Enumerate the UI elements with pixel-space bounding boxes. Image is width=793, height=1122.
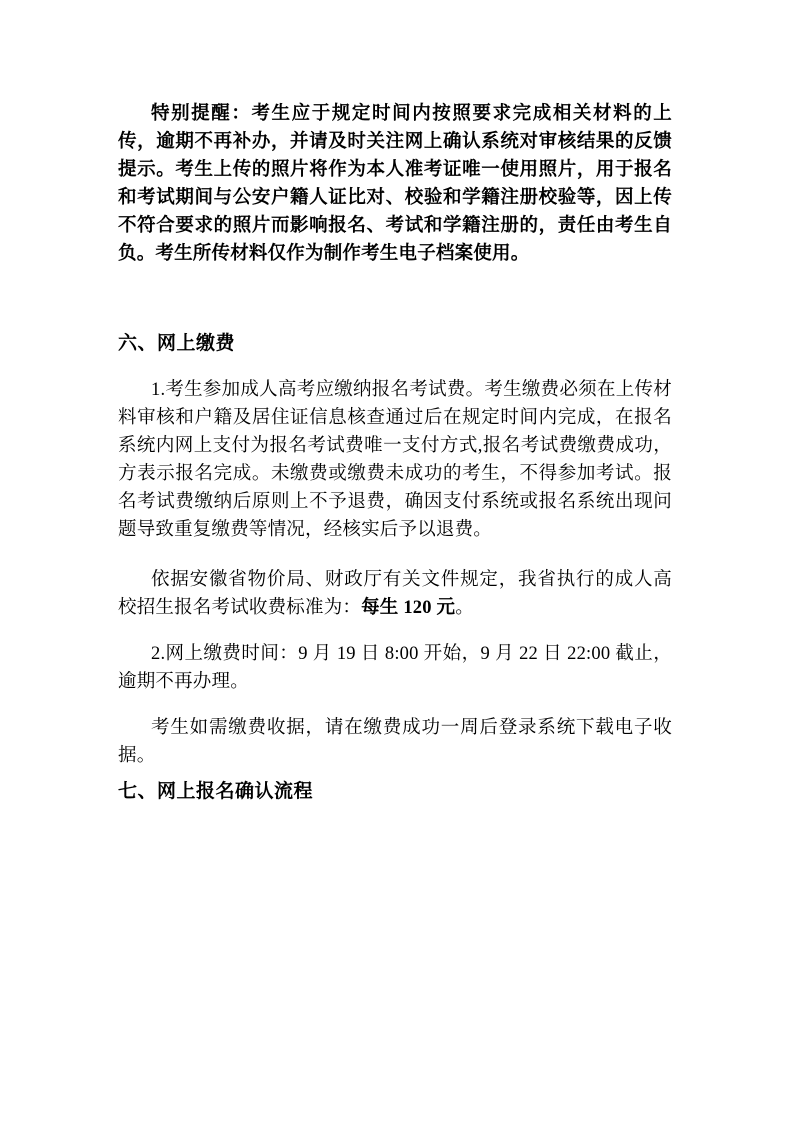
payment-time-paragraph: 2.网上缴费时间：9 月 19 日 8:00 开始，9 月 22 日 22:00 截止，逾期不再办理。	[118, 644, 672, 692]
fee-standard-period: 。	[455, 598, 474, 618]
fee-standard-text: 依据安徽省物价局、财政厅有关文件规定，我省执行的成人高校招生报名考试收费标准为：	[118, 570, 672, 618]
payment-rules-paragraph: 1.考生参加成人高考应缴纳报名考试费。考生缴费必须在上传材料审核和户籍及居住证信息核查通过后在规定时间内完成，在报名系统内网上支付为报名考试费唯一支付方式,报名考试费缴费成功，方表示报名完成。未缴费或缴费未成功的考生，不得参加考试。报名考试费缴纳后原则上不予退费，确因支付系统或报名系统出现问题导致重复缴费等情况，经核实后予以退费。	[118, 380, 672, 540]
section-heading-online-payment: 六、网上缴费	[118, 333, 236, 354]
section-heading-confirmation-process: 七、网上报名确认流程	[118, 781, 314, 802]
fee-amount-text: 每生 120 元	[361, 598, 456, 618]
fee-standard-paragraph	[118, 566, 672, 622]
special-notice-paragraph: 特别提醒：考生应于规定时间内按照要求完成相关材料的上传，逾期不再补办，并请及时关注网上确认系统对审核结果的反馈提示。考生上传的照片将作为本人准考证唯一使用照片，用于报名和考试期间与公安户籍人证比对、校验和学籍注册校验等，因上传不符合要求的照片而影响报名、考试和学籍注册的，责任由考生自负。考生所传材料仅作为制作考生电子档案使用。	[118, 104, 672, 264]
receipt-paragraph: 考生如需缴费收据，请在缴费成功一周后登录系统下载电子收据。	[118, 718, 672, 766]
